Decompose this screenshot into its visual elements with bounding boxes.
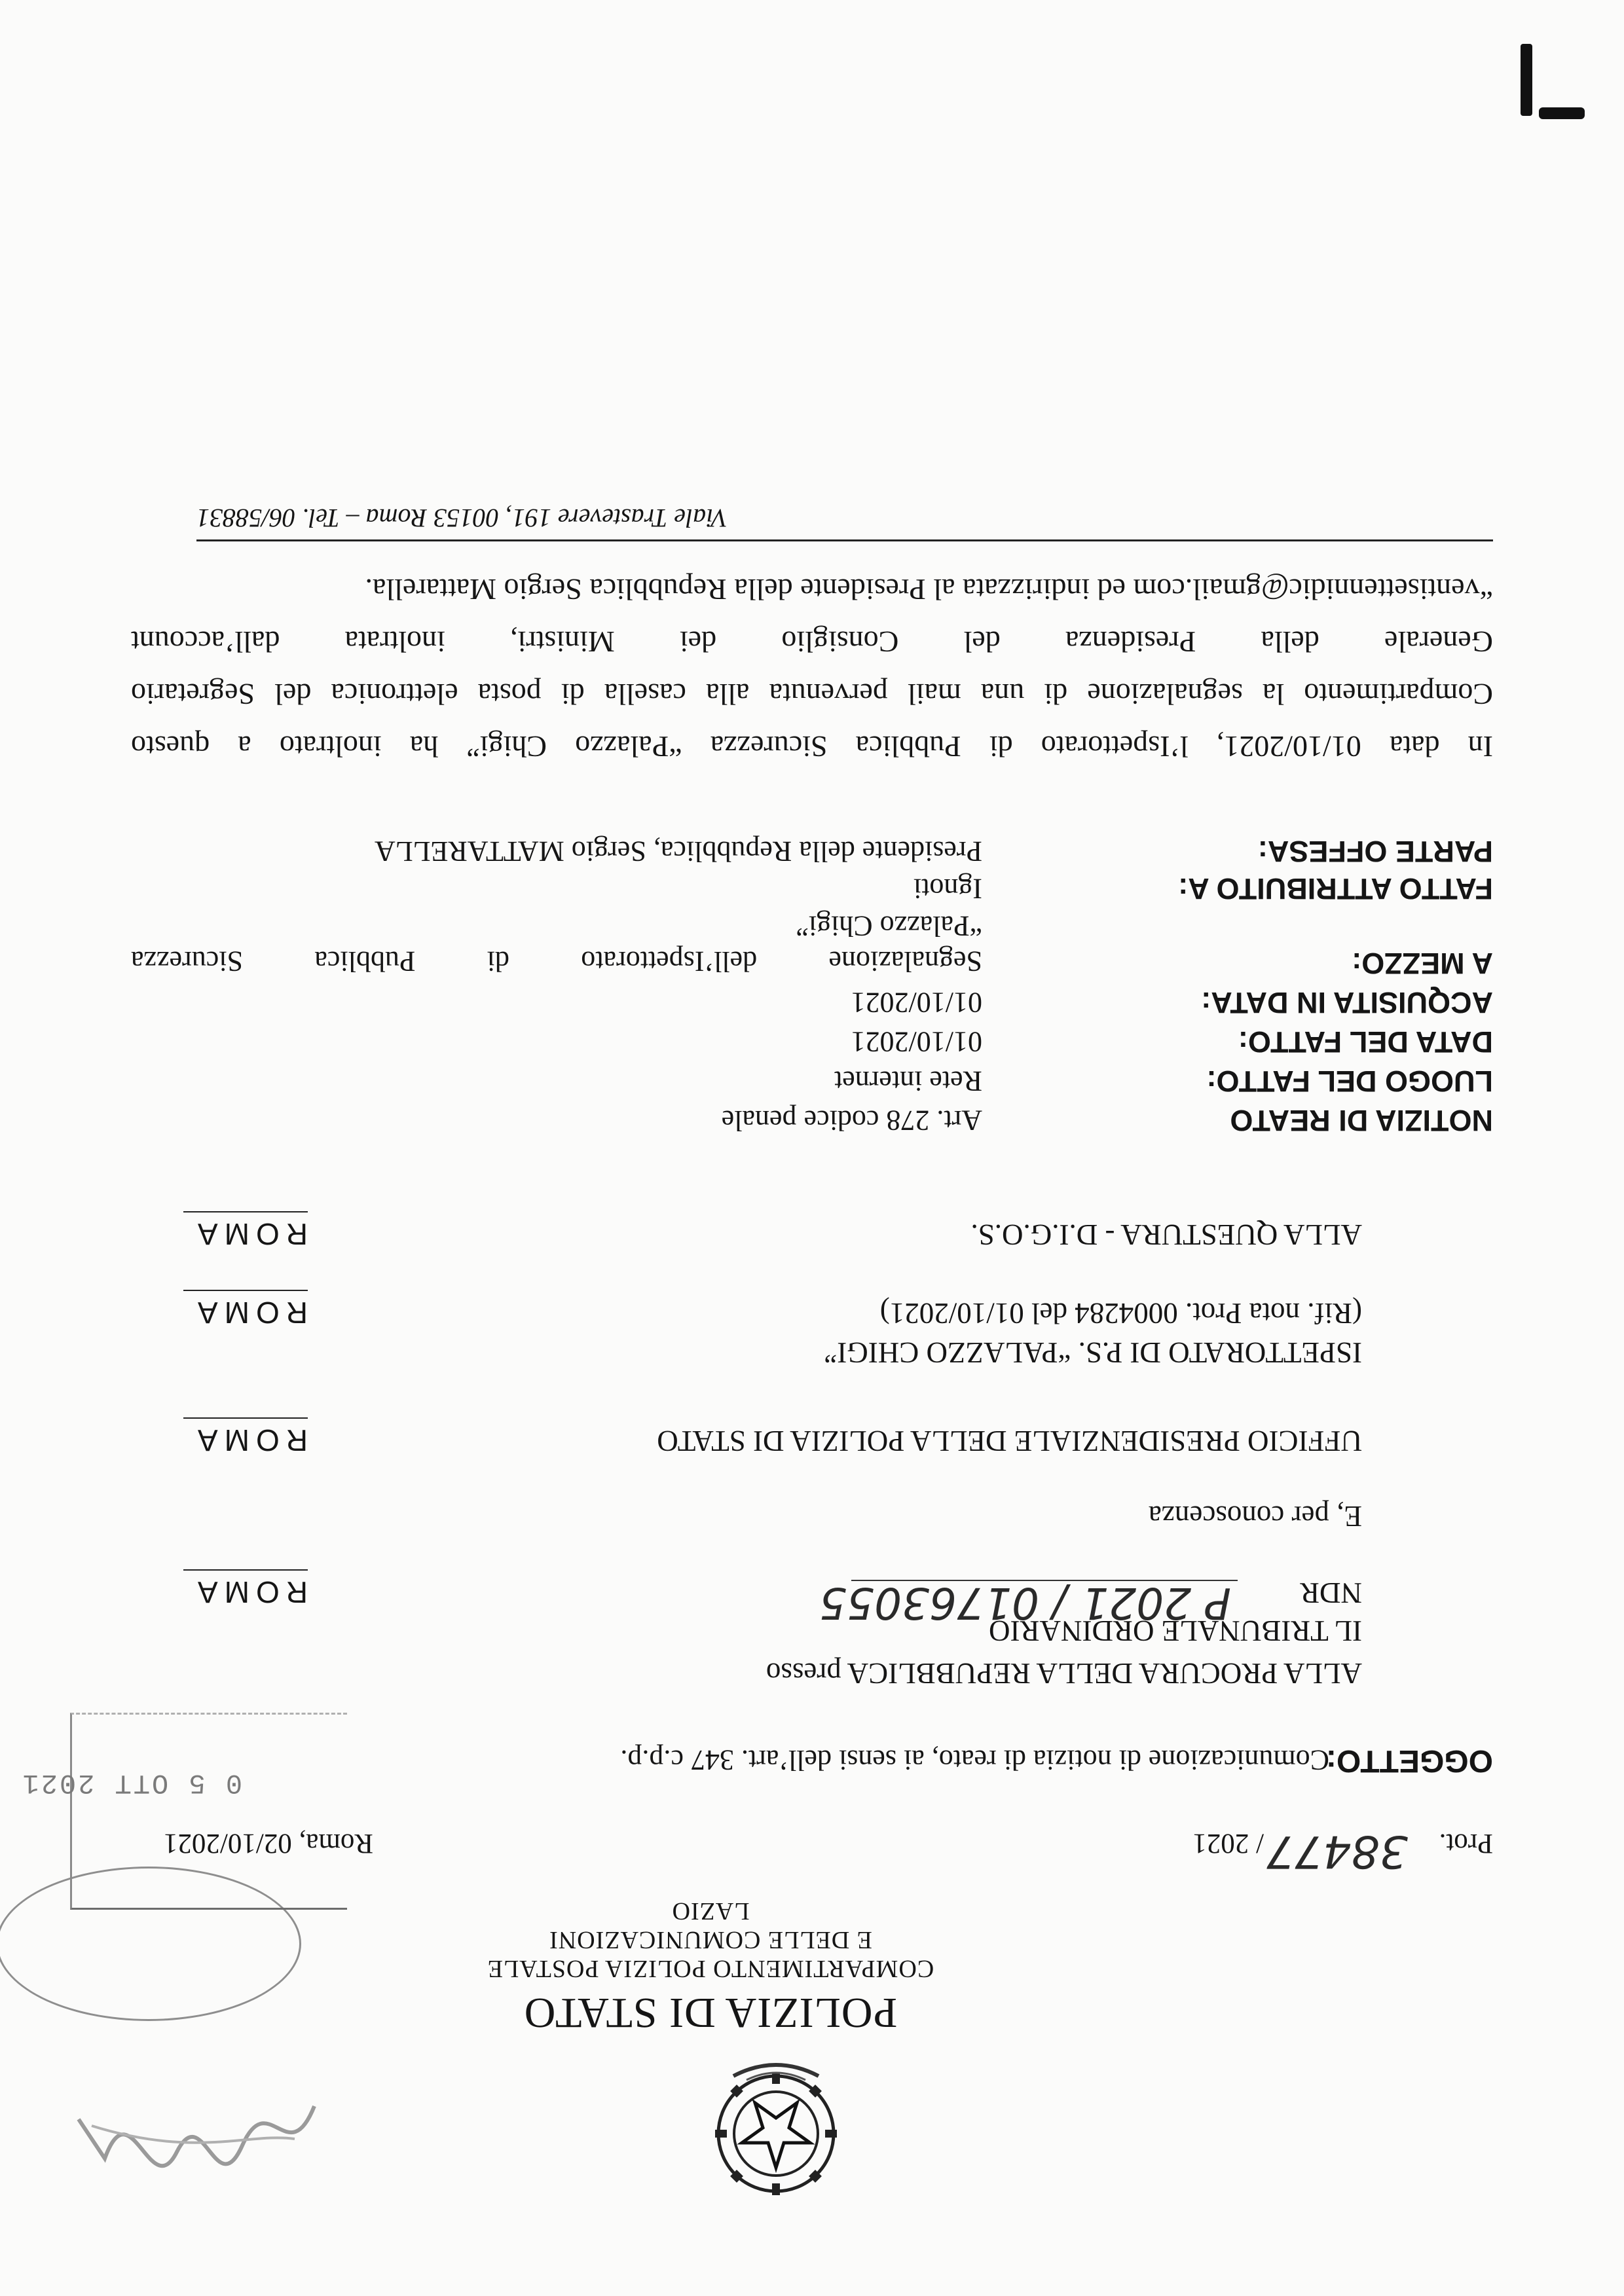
field-label: LUOGO DEL FATTO: bbox=[1206, 1065, 1493, 1098]
recipient-line: IL TRIBUNALE ORDINARIO bbox=[989, 1614, 1362, 1647]
ndr-underline bbox=[851, 1580, 1238, 1581]
field-value: Rete internet bbox=[834, 1065, 982, 1097]
recipient-line: ALLA QUESTURA - D.I.G.O.S. bbox=[970, 1218, 1362, 1251]
footer-divider bbox=[196, 539, 1493, 541]
recipient-line: ISPETTORATO DI P.S. “PALAZZO CHIGI” bbox=[824, 1336, 1362, 1369]
protocol-label: Prot. bbox=[1439, 1828, 1493, 1859]
city-underline bbox=[183, 1569, 308, 1571]
document-date: Roma, 02/10/2021 bbox=[163, 1828, 373, 1859]
field-value: Presidente della Repubblica, Sergio MATTARELLA bbox=[374, 835, 982, 867]
city-underline bbox=[183, 1417, 308, 1419]
recipient-city: ROMA bbox=[191, 1575, 308, 1609]
field-label: A MEZZO: bbox=[1352, 947, 1493, 980]
city-underline bbox=[183, 1211, 308, 1212]
field-value: 01/10/2021 bbox=[851, 1026, 982, 1058]
field-value: Segnalazione dell’Ispettorato di Pubblica Sicurezza bbox=[131, 945, 982, 977]
recipient-city: ROMA bbox=[191, 1296, 308, 1330]
department-name: COMPARTIMENTO POLIZIA POSTALE bbox=[487, 1955, 934, 1982]
department-name-cont: E DELLE COMUNICAZIONI bbox=[549, 1926, 872, 1954]
body-text-line: Generale della Presidenza del Consiglio dei Ministri, inoltrata dall’account bbox=[131, 625, 1493, 659]
region-name: LAZIO bbox=[671, 1897, 750, 1925]
field-value: Art. 278 codice penale bbox=[721, 1104, 982, 1137]
subject-label: OGGETTO: bbox=[1325, 1743, 1493, 1778]
subject-text: Comunicazione di notizia di reato, ai sensi dell’art. 347 c.p.p. bbox=[620, 1744, 1329, 1776]
protocol-year: / 2021 bbox=[1192, 1828, 1264, 1859]
field-label: FATTO ATTRIBUITO A: bbox=[1178, 872, 1493, 905]
body-text-line: “ventisettennidic@gmail.com ed indirizzata al Presidente della Repubblica Sergio Mattarella. bbox=[365, 573, 1493, 606]
scan-artifact bbox=[1521, 44, 1532, 116]
agency-title: POLIZIA DI STATO bbox=[523, 1989, 898, 2037]
recipient-line: ALLA PROCURA DELLA REPUBBLICA presso bbox=[766, 1657, 1362, 1690]
ndr-label: NDR bbox=[1299, 1576, 1362, 1609]
protocol-number: 38477 bbox=[1266, 1825, 1408, 1877]
cc-label: E, per conoscenza bbox=[1148, 1500, 1362, 1533]
stamp-date: 0 5 OTT 2021 bbox=[20, 1767, 242, 1798]
recipient-city: ROMA bbox=[191, 1217, 308, 1251]
republic-emblem-icon bbox=[707, 2060, 845, 2211]
footer-address: Viale Trastevere 191, 00153 Roma – Tel. 06/58831 bbox=[196, 503, 728, 533]
ndr-number: P 2021 / 01763055 bbox=[819, 1578, 1231, 1628]
field-value: 01/10/2021 bbox=[851, 987, 982, 1019]
recipient-line: UFFICIO PRESIDENZIALE DELLA POLIZIA DI STATO bbox=[657, 1425, 1362, 1457]
field-value: Ignoti bbox=[913, 873, 982, 905]
recipient-reference: (Rif. nota Prot. 0004284 del 01/10/2021) bbox=[879, 1297, 1362, 1330]
reception-stamp bbox=[70, 1713, 347, 1910]
field-label: NOTIZIA DI REATO bbox=[1230, 1104, 1493, 1137]
body-text-line: Compartimento la segnalazione di una mail pervenuta alla casella di posta elettronica del Segretario bbox=[131, 678, 1493, 711]
field-label: PARTE OFFESA: bbox=[1257, 835, 1493, 868]
city-underline bbox=[183, 1290, 308, 1291]
field-label: DATA DEL FATTO: bbox=[1238, 1025, 1493, 1059]
body-text-line: In data 01/10/2021, l’Ispettorato di Pubblica Sicurezza “Palazzo Chigi” ha inoltrato a questo bbox=[131, 730, 1493, 763]
field-label: ACQUISITA IN DATA: bbox=[1201, 986, 1493, 1019]
handwritten-signature-icon bbox=[65, 2067, 327, 2198]
recipient-city: ROMA bbox=[191, 1423, 308, 1457]
scan-artifact bbox=[1539, 107, 1585, 119]
field-value-cont: “Palazzo Chigi” bbox=[796, 910, 982, 942]
